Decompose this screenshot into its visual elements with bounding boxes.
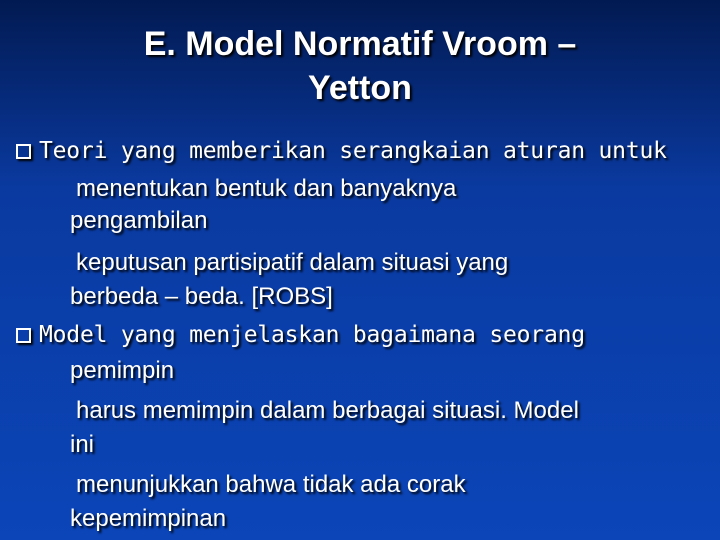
bullet-item-1-line-4: keputusan partisipatif dalam situasi yang bbox=[76, 249, 509, 276]
title-line-2: Yetton bbox=[308, 69, 412, 107]
bullet-item-2-line-1 bbox=[16, 320, 585, 350]
bullet-item-2-line-2: pemimpin bbox=[70, 357, 175, 384]
title-line-1: E. Model Normatif Vroom – bbox=[143, 25, 577, 63]
square-bullet-icon bbox=[16, 144, 31, 159]
bullet-item-1-line-1 bbox=[16, 136, 667, 166]
bullet-item-1-line-2: menentukan bentuk dan banyaknya bbox=[76, 175, 457, 202]
text: Model yang menjelaskan bagaimana seorang bbox=[39, 322, 585, 348]
text: Teori yang memberikan serangkaian aturan untuk bbox=[39, 138, 667, 164]
bullet-item-2-line-6: kepemimpinan bbox=[70, 505, 227, 532]
bullet-item-1-line-5: berbeda – beda. [ROBS] bbox=[70, 283, 333, 310]
bullet-item-2-line-5: menunjukkan bahwa tidak ada corak bbox=[76, 471, 466, 498]
bullet-item-1-line-3: pengambilan bbox=[70, 207, 208, 234]
square-bullet-icon bbox=[16, 328, 31, 343]
bullet-item-2-line-3: harus memimpin dalam berbagai situasi. Model bbox=[76, 397, 579, 424]
slide-title bbox=[60, 22, 660, 110]
bullet-item-2-line-4: ini bbox=[70, 431, 95, 458]
